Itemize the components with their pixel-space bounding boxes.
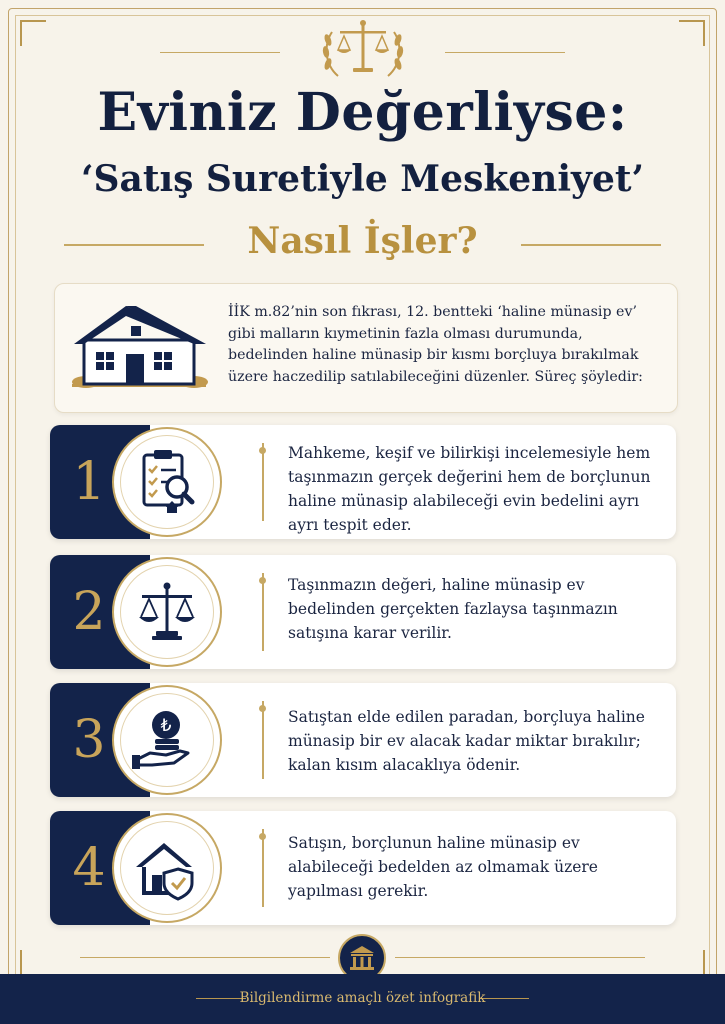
house-icon [66,296,212,392]
divider-dot [259,705,266,712]
step-card-4 [50,811,676,925]
divider [80,957,330,958]
divider [262,829,264,907]
scales-icon [122,567,212,657]
step-text: Mahkeme, keşif ve bilirkişi incelemesiyle hem taşınmazın gerçek değerini hem de borçlunun haline münasip alabileceği evin bedelini ayrı ayrı tespit eder. [288,444,651,534]
step-number: 2 [72,582,106,642]
step-card-3 [50,683,676,797]
step-card-1 [50,425,676,539]
scales-laurel-icon [318,14,408,84]
corner-ornament [679,20,705,46]
step-number: 1 [72,452,106,512]
corner-ornament [20,20,46,46]
house-shield-icon [122,823,212,913]
inspection-clipboard-icon [122,437,212,527]
step-number: 3 [72,710,106,770]
divider-dot [259,447,266,454]
divider [160,52,280,53]
divider [262,573,264,651]
step-text: Satışın, borçlunun haline münasip ev alabileceği bedelden az olmamak üzere yapılması gerekir. [288,834,598,900]
footer-text: Bilgilendirme amaçlı özet infografik [239,990,486,1006]
lira-coins-hand-icon [122,695,212,785]
divider [262,701,264,779]
page-question: Nasıl İşler? [247,220,478,262]
divider [445,52,565,53]
step-number: 4 [72,838,106,898]
divider-dot [259,833,266,840]
svg-text:₺: ₺ [160,716,172,736]
corner-ornament [20,950,46,976]
step-text: Taşınmazın değeri, haline münasip ev bedelinden gerçekten fazlaysa taşınmazın satışına karar verilir. [288,576,618,642]
page-subtitle: ‘Satış Suretiyle Meskeniyet’ [80,158,645,200]
divider [262,443,264,521]
step-text: Satıştan elde edilen paradan, borçluya haline münasip bir ev alacak kadar miktar bırakılır; kalan kısım alacaklıya ödenir. [288,708,645,774]
divider [395,957,645,958]
page-title: Eviniz Değerliyse: [97,82,628,143]
intro-text: İİK m.82’nin son fıkrası, 12. bentteki ‘haline münasip ev’ gibi malların kıymetinin fazla olması durumunda, bedelinden haline münasip bir kısmı borçluya bırakılmak üzere haczedilip satılabileceğini düzenler. Süreç şöyledir: [228,304,643,385]
step-card-2 [50,555,676,669]
corner-ornament [679,950,705,976]
divider-dot [259,577,266,584]
